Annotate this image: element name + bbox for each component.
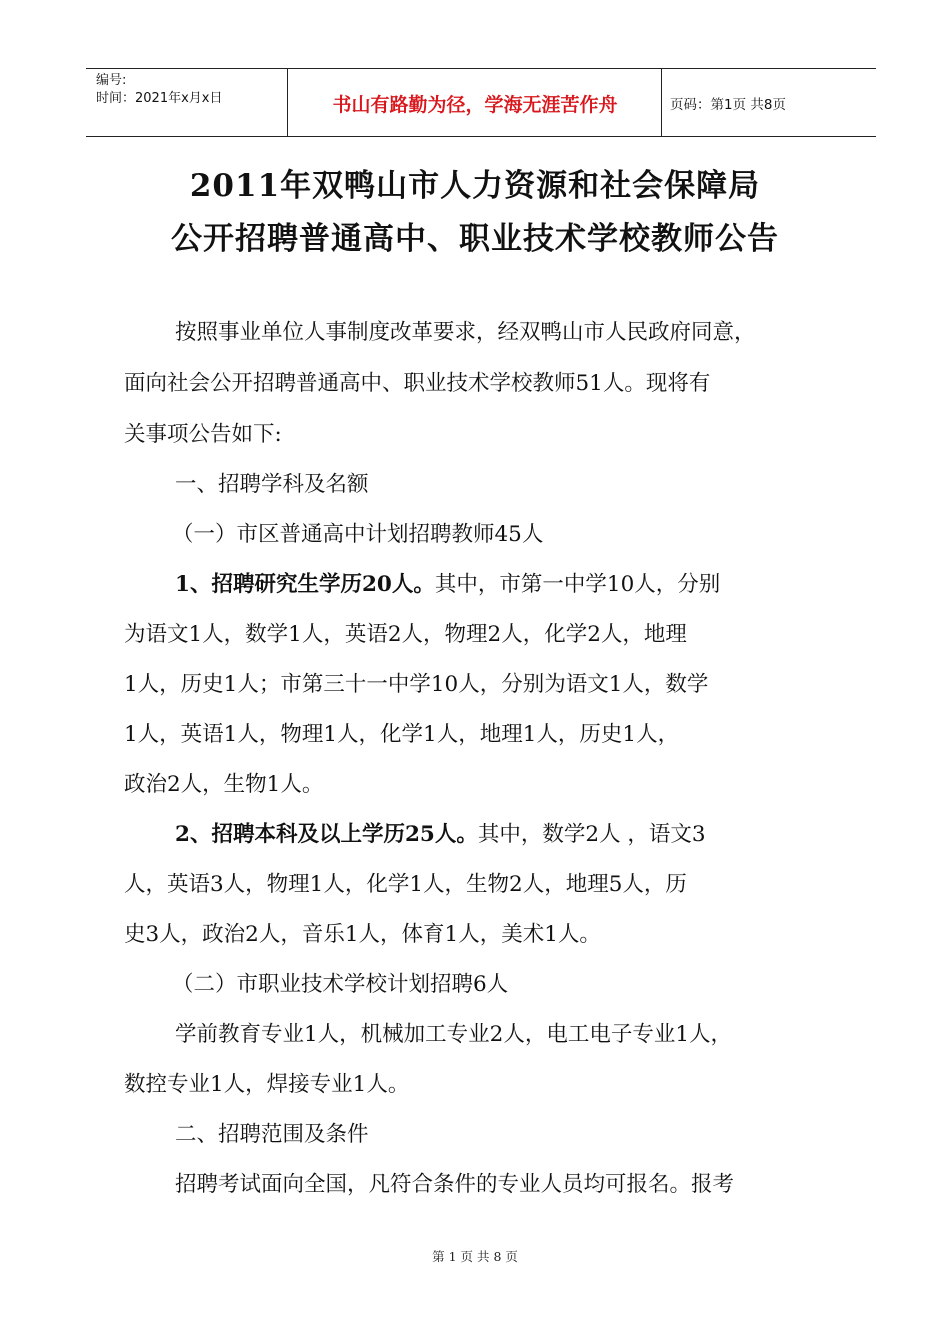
section1-heading: 一、招聘学科及名额 [175,472,369,497]
subsection2-line-2: 数控专业1人，焊接专业1人。 [124,1072,410,1097]
header-top-rule [86,68,876,69]
item1-line-5: 政治2人，生物1人。 [124,772,324,797]
section2-line-1: 招聘考试面向全国，凡符合条件的专业人员均可报名。报考 [175,1172,735,1197]
item1-first-line [175,570,720,600]
subsection1-heading: （一）市区普通高中计划招聘教师45人 [172,522,544,547]
section2-heading: 二、招聘范围及条件 [175,1122,369,1147]
item2-line-2: 人，英语3人，物理1人，化学1人，生物2人，地理5人，历 [124,872,687,897]
item1-line-2: 为语文1人，数学1人，英语2人，物理2人，化学2人，地理 [124,622,687,647]
item1-line-4: 1人，英语1人，物理1人，化学1人，地理1人，历史1人， [124,722,680,747]
document-title-line1: 2011年双鸭山市人力资源和社会保障局 [189,168,761,204]
header-bottom-rule [86,136,876,137]
document-time: 时间：2021年x月x日 [96,91,223,106]
header-divider-right [661,68,662,136]
item1-rest: 其中，市第一中学10人，分别 [434,572,721,597]
document-title-line2: 公开招聘普通高中、职业技术学校教师公告 [171,221,779,257]
item1-line-3: 1人，历史1人；市第三十一中学10人，分别为语文1人，数学 [124,672,709,697]
intro-line-1: 按照事业单位人事制度改革要求，经双鸭山市人民政府同意， [175,320,756,345]
intro-line-2: 面向社会公开招聘普通高中、职业技术学校教师51人。现将有 [124,371,711,396]
document-number-label: 编号: [96,73,127,88]
item2-bold-lead: 2、招聘本科及以上学历25人。 [175,822,478,847]
header-page-info: 页码：第1页 共8页 [670,97,786,113]
subsection2-line-1: 学前教育专业1人，机械加工专业2人，电工电子专业1人， [175,1022,733,1047]
header-meta [96,72,286,108]
item2-line-3: 史3人，政治2人，音乐1人，体育1人，美术1人。 [124,922,601,947]
page-footer: 第 1 页 共 8 页 [432,1249,518,1264]
item2-rest: 其中，数学2人 ，语文3 [477,822,706,847]
item2-first-line [175,820,706,850]
intro-line-3: 关事项公告如下: [124,422,282,447]
header-divider-left [287,68,288,136]
item1-bold-lead: 1、招聘研究生学历20人。 [175,572,435,597]
header-motto: 书山有路勤为径，学海无涯苦作舟 [332,94,618,116]
subsection2-heading: （二）市职业技术学校计划招聘6人 [172,972,509,997]
